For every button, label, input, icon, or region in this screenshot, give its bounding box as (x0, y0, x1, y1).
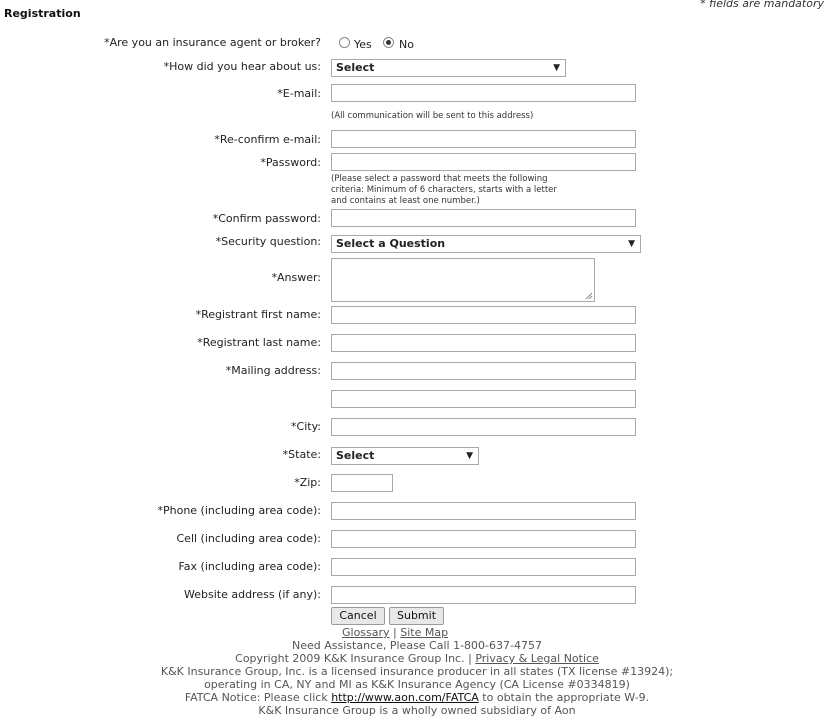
reconfirm-email-field[interactable] (331, 130, 636, 148)
last-name-label: *Registrant last name: (197, 336, 321, 349)
resize-grip-icon[interactable] (585, 292, 593, 300)
submit-button[interactable]: Submit (389, 607, 444, 625)
zip-label: *Zip: (294, 476, 321, 489)
glossary-link[interactable]: Glossary (342, 626, 390, 639)
heard-about-select[interactable] (331, 59, 566, 77)
fatca-suffix: to obtain the appropriate W-9. (482, 691, 650, 704)
subsidiary-text: K&K Insurance Group is a wholly owned subsidiary of Aon (258, 704, 576, 717)
fax-field[interactable] (331, 558, 636, 576)
mandatory-note: * fields are mandatory (700, 0, 824, 10)
city-label: *City: (291, 420, 321, 433)
cell-label: Cell (including area code): (176, 532, 321, 545)
privacy-link[interactable]: Privacy & Legal Notice (475, 652, 599, 665)
fatca-line (0, 691, 834, 704)
email-note: (All communication will be sent to this address) (331, 111, 534, 121)
heard-about-selected: Select (336, 61, 375, 74)
state-select[interactable] (331, 447, 479, 465)
copyright-line (0, 652, 834, 665)
password-field[interactable] (331, 153, 636, 171)
chevron-down-icon: ▼ (466, 451, 473, 461)
cancel-button[interactable]: Cancel (331, 607, 385, 625)
state-label: *State: (282, 448, 321, 461)
answer-label: *Answer: (271, 271, 321, 284)
password-label: *Password: (260, 156, 321, 169)
license-line-2: operating in CA, NY and MI as K&K Insurance Agency (CA License #0334819) (204, 678, 630, 691)
phone-field[interactable] (331, 502, 636, 520)
agent-no-label: No (399, 38, 414, 51)
website-field[interactable] (331, 586, 636, 604)
mailing-address-label: *Mailing address: (225, 364, 321, 377)
footer-separator: | (468, 652, 472, 665)
agent-no-radio[interactable] (383, 37, 394, 48)
last-name-field[interactable] (331, 334, 636, 352)
email-field[interactable] (331, 84, 636, 102)
fax-label: Fax (including area code): (178, 560, 321, 573)
security-question-label: *Security question: (215, 235, 321, 248)
agent-yes-label: Yes (354, 38, 372, 51)
state-selected: Select (336, 449, 375, 462)
reconfirm-email-label: *Re-confirm e-mail: (214, 133, 321, 146)
fatca-link[interactable]: http://www.aon.com/FATCA (331, 691, 479, 704)
website-label: Website address (if any): (184, 588, 321, 601)
agent-yes-radio[interactable] (339, 37, 350, 48)
answer-textarea[interactable] (331, 258, 595, 302)
agent-question-label: *Are you an insurance agent or broker? (104, 36, 321, 49)
password-note-line-2: criteria: Minimum of 6 characters, starts with a letter (331, 185, 557, 195)
password-note (331, 174, 557, 207)
phone-label: *Phone (including area code): (157, 504, 321, 517)
chevron-down-icon: ▼ (553, 63, 560, 73)
city-field[interactable] (331, 418, 636, 436)
mailing-address-line-2[interactable] (331, 390, 636, 408)
copyright-text: Copyright 2009 K&K Insurance Group Inc. (235, 652, 465, 665)
confirm-password-label: *Confirm password: (212, 212, 321, 225)
mailing-address-line-1[interactable] (331, 362, 636, 380)
heard-about-label: *How did you hear about us: (163, 60, 321, 73)
password-note-line-3: and contains at least one number.) (331, 196, 480, 206)
first-name-label: *Registrant first name: (195, 308, 321, 321)
license-line-1: K&K Insurance Group, Inc. is a licensed insurance producer in all states (TX license #13924); (160, 665, 674, 678)
security-question-select[interactable] (331, 235, 641, 253)
chevron-down-icon: ▼ (628, 239, 635, 249)
first-name-field[interactable] (331, 306, 636, 324)
fatca-prefix: FATCA Notice: Please click (184, 691, 328, 704)
site-map-link[interactable]: Site Map (400, 626, 449, 639)
footer-separator: | (393, 626, 397, 639)
cell-field[interactable] (331, 530, 636, 548)
page-title: Registration (4, 7, 81, 20)
password-note-line-1: (Please select a password that meets the following (331, 174, 548, 184)
zip-field[interactable] (331, 474, 393, 492)
footer-links (342, 626, 448, 639)
assistance-text: Need Assistance, Please Call 1-800-637-4757 (292, 639, 542, 652)
email-label: *E-mail: (277, 87, 321, 100)
confirm-password-field[interactable] (331, 209, 636, 227)
security-question-selected: Select a Question (336, 237, 446, 250)
